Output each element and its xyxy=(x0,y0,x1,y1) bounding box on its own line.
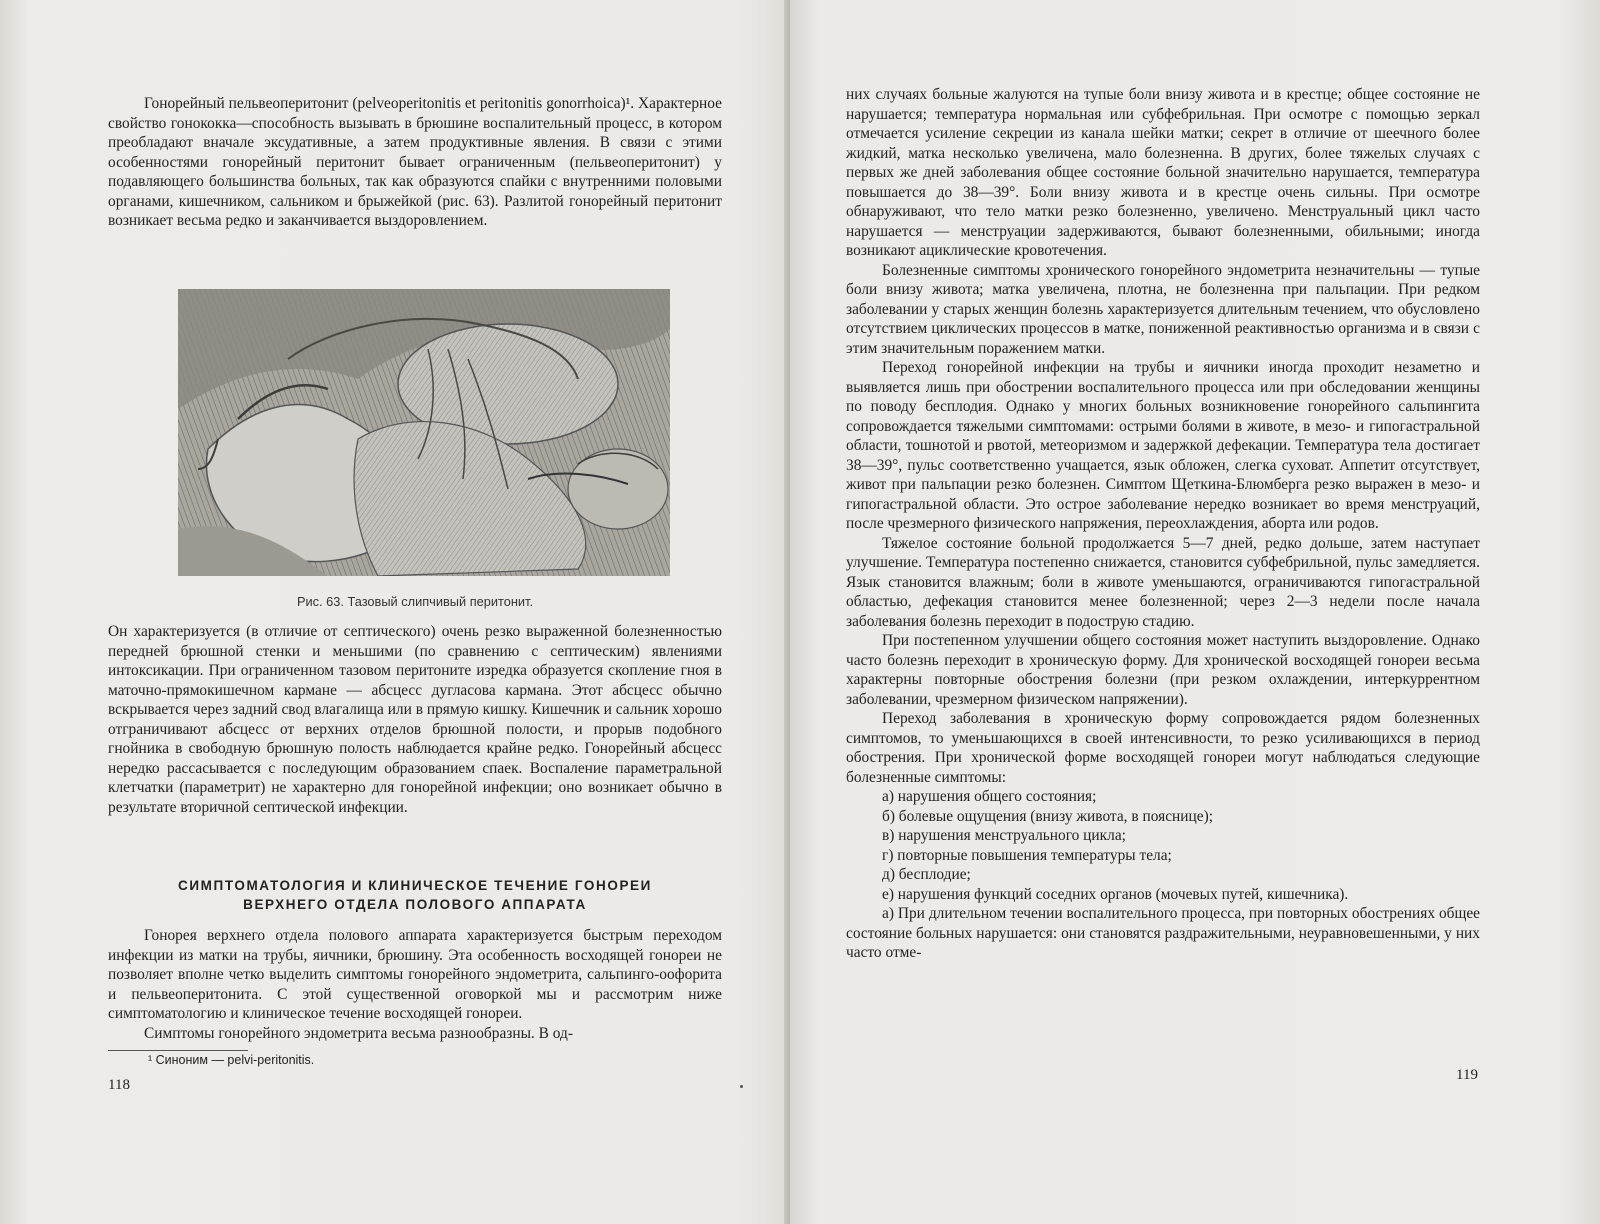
list-item: д) бесплодие; xyxy=(882,866,971,883)
section-heading-line-2: ВЕРХНЕГО ОТДЕЛА ПОЛОВОГО АППАРАТА xyxy=(243,897,587,912)
left-after-figure-column xyxy=(108,622,722,817)
figure-63-illustration xyxy=(178,289,670,576)
footnote-rule xyxy=(108,1050,248,1051)
right-paragraph-1: них случаях больные жалуются на тупые боли внизу живота и в крестце; общее состояние не нарушается; температура нормальная или субфебрильная. При осмотре с помощью зеркал отмечается усиление секреции из канала шейки матки; секрет в отличие от шеечного более жидкий, матка несколько увеличена, мало болезненна. В других, более тяжелых случаях с первых же дней заболевания общее состояние больной значительно нарушается, температура повышается до 38—39°. Боли внизу живота и в крестце очень сильны. При осмотре обнаруживают, что тело матки резко болезненно, увеличено. Менструальный цикл часто нарушается — менструации задерживаются, бывают болезненными, обильными; иногда возникают ациклические кровотечения. xyxy=(846,86,1480,259)
list-item: а) нарушения общего состояния; xyxy=(882,788,1097,805)
after-figure-paragraph: Он характеризуется (в отличие от септического) очень резко выраженной болезненностью передней брюшной стенки и меньшими (по сравнению с септическим) явлениями интоксикации. При ограниченном тазовом перитоните изредка образуется скопление гноя в маточно-прямокишечном кармане — абсцесс дугласова кармана. Этот абсцесс обычно вскрывается через задний свод влагалища или в прямую кишку. Кишечник и сальник хорошо отграничивают абсцесс от верхних отделов брюшной полости, и прорыв подобного гнойника в свободную брюшную полость наблюдается крайне редко. Гонорейный абсцесс нередко рассасывается с последующим образованием спаек. Воспаление параметральной клетчатки (параметрит) не характерно для гонорейной инфекции; оно возникает обычно в результате вторичной септической инфекции. xyxy=(108,623,722,816)
section-paragraph-1: Гонорея верхнего отдела полового аппарата характеризуется быстрым переходом инфекции из матки на трубы, яичники, брюшину. Эта особенность восходящей гонореи не позволяет вполне четко выделить симптомы гонорейного эндометрита, сальпинго-оофорита и пельвеоперитонита. С этой существенной оговоркой мы и рассмотрим ниже симптоматологию и клиническое течение восходящей гонореи. xyxy=(108,927,722,1022)
page-number-right: 119 xyxy=(1456,1067,1478,1083)
right-paragraph-6: Переход заболевания в хроническую форму сопровождается рядом болезненных симптомов, то уменьшающихся в своей интенсивности, то резко усиливающихся в период обострения. При хронической форме восходящей гонореи могут наблюдаться следующие болезненные симптомы: xyxy=(846,710,1480,786)
list-item: в) нарушения менструального цикла; xyxy=(882,827,1126,844)
section-heading-line-1: СИМПТОМАТОЛОГИЯ И КЛИНИЧЕСКОЕ ТЕЧЕНИЕ ГОНОРЕИ xyxy=(178,878,652,893)
right-paragraph-2: Болезненные симптомы хронического гонорейного эндометрита незначительны — тупые боли внизу живота; матка увеличена, плотна, не болезненна при пальпации. При редком заболевании у старых женщин болезнь характеризуется длительным течением, что обусловлено отсутствием циклических процессов в матке, пониженной реактивностью организма и в связи с этим значительным поражением матки. xyxy=(846,261,1480,357)
section-paragraph-2: Симптомы гонорейного эндометрита весьма разнообразны. В од- xyxy=(144,1024,573,1042)
engraving-illustration-icon xyxy=(178,289,670,576)
print-speck xyxy=(740,1085,743,1088)
left-page xyxy=(0,0,790,1224)
right-column xyxy=(846,85,1480,963)
section-heading xyxy=(108,876,722,914)
list-item: е) нарушения функций соседних органов (мочевых путей, кишечника). xyxy=(882,885,1349,903)
left-intro-column xyxy=(108,94,722,231)
right-paragraph-3: Переход гонорейной инфекции на трубы и яичники иногда проходит незаметно и выявляется лишь при обострении воспалительного процесса или при обследовании женщины по поводу бесплодия. Однако у многих больных возникновение гонорейного сальпингита сопровождается тяжелыми симптомами: острыми болями в животе, в мезо- и гипогастральной области, тошнотой и рвотой, метеоризмом и задержкой дефекации. Температура тела достигает 38—39°, пульс соответственно учащается, язык обложен, слегка суховат. Аппетит отсутствует, живот при пальпации резко болезнен. Симптом Щеткина-Блюмберга резко выражен в мезо- и гипогастральной области. Это острое заболевание нередко возникает во время менструаций, после чрезмерного физического напряжения, переохлаждения, аборта или родов. xyxy=(846,359,1480,532)
page-number-left: 118 xyxy=(108,1077,130,1093)
right-paragraph-5: При постепенном улучшении общего состояния может наступить выздоровление. Однако часто болезнь переходит в хроническую форму. Для хронической восходящей гонореи весьма характерны повторные обострения болезни (при резком охлаждении, интеркуррентном заболевании, чрезмерном физическом напряжении). xyxy=(846,632,1480,708)
footnote: ¹ Синоним — pelvi-peritonitis. xyxy=(148,1053,315,1067)
list-item: г) повторные повышения температуры тела; xyxy=(882,846,1172,864)
figure-caption: Рис. 63. Тазовый слипчивый перитонит. xyxy=(296,594,534,609)
list-item: б) болевые ощущения (внизу живота, в пояснице); xyxy=(882,807,1213,825)
left-section-column xyxy=(108,926,722,1043)
right-page xyxy=(790,0,1600,1224)
right-paragraph-4: Тяжелое состояние больной продолжается 5—7 дней, редко дольше, затем наступает улучшение. Температура постепенно снижается, становится субфебрильной, пульс замедляется. Язык становится влажным; боли в животе уменьшаются, ограничиваются гипогастральной областью, дефекация становится менее болезненной; через 2—3 недели после начала заболевания болезнь переходит в подострую стадию. xyxy=(846,534,1480,630)
intro-paragraph: Гонорейный пельвеоперитонит (pelveoperitonitis et peritonitis gonorrhoica)¹. Характерное свойство гонококка—способность вызывать в брюшине воспалительный процесс, в котором преобладают вначале эксудативные, а затем продуктивные явления. В связи с этими особенностями гонорейный перитонит бывает ограниченным (пельвеоперитонит) у подавляющего большинства больных, так как образуются спайки с внутренними половыми органами, кишечником, сальником и брыжейкой (рис. 63). Разлитой гонорейный перитонит возникает весьма редко и заканчивается выздоровлением. xyxy=(108,95,722,229)
right-paragraph-7: а) При длительном течении воспалительного процесса, при повторных обострениях общее состояние больных нарушается: они становятся раздражительными, неуравновешенными, у них часто отме- xyxy=(846,905,1480,961)
